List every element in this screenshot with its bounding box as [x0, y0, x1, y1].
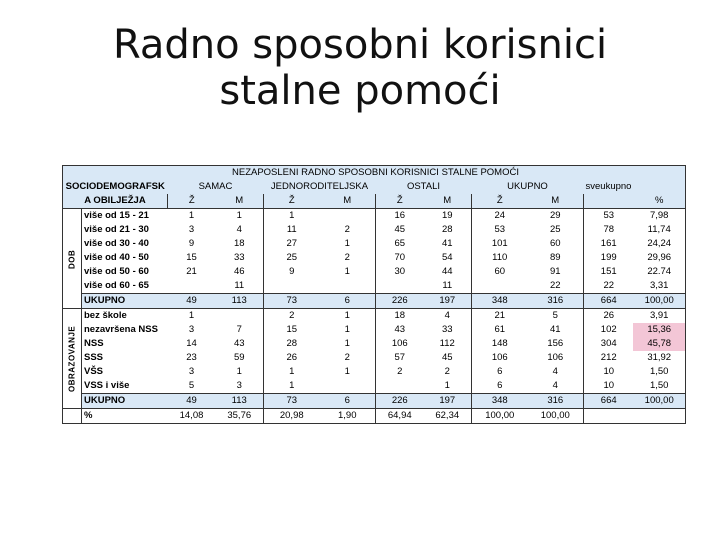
row-label: više od 15 - 21 — [82, 209, 168, 224]
table-cell: 23 — [168, 351, 216, 365]
table-row — [63, 265, 686, 279]
row-label: više od 60 - 65 — [82, 279, 168, 294]
section-label-obrazovanje: OBRAZOVANJE — [63, 309, 82, 409]
table-cell: 64,94 — [376, 409, 424, 424]
row-label: više od 50 - 60 — [82, 265, 168, 279]
table-cell: 11 — [216, 279, 264, 294]
sub-header: M — [528, 194, 584, 209]
table-row — [63, 251, 686, 265]
total-row — [63, 394, 686, 409]
row-label: VŠS — [82, 365, 168, 379]
table-cell: 16 — [376, 209, 424, 224]
table-cell: 10 — [584, 379, 634, 394]
table-cell: 348 — [472, 294, 528, 309]
table-cell: 4 — [528, 365, 584, 379]
table-cell: 73 — [264, 294, 320, 309]
header-row-1 — [63, 166, 686, 181]
table-cell: 60 — [528, 237, 584, 251]
table-cell: 113 — [216, 294, 264, 309]
table-cell: 28 — [424, 223, 472, 237]
table-cell: 106 — [472, 351, 528, 365]
table-cell: 110 — [472, 251, 528, 265]
slide-title: Radno sposobni korisnici stalne pomoći — [112, 22, 608, 114]
table-cell: 35,76 — [216, 409, 264, 424]
row-label: više od 40 - 50 — [82, 251, 168, 265]
group-header-1: SOCIODEMOGRAFSK — [63, 180, 168, 194]
table-cell: 2 — [376, 365, 424, 379]
table-cell — [376, 279, 424, 294]
table-cell: 100,00 — [472, 409, 528, 424]
table-cell: 43 — [376, 323, 424, 337]
table-cell: 70 — [376, 251, 424, 265]
table-cell: 53 — [472, 223, 528, 237]
table-cell: 43 — [216, 337, 264, 351]
table-cell: 199 — [584, 251, 634, 265]
table-cell: 19 — [424, 209, 472, 224]
table-row — [63, 309, 686, 324]
table-cell: 6 — [472, 379, 528, 394]
table-cell: 20,98 — [264, 409, 320, 424]
group-sveukupno: sveukupno — [585, 181, 632, 192]
table-cell: 1 — [320, 309, 376, 324]
table-row — [63, 323, 686, 337]
table-cell: 18 — [376, 309, 424, 324]
row-label: više od 21 - 30 — [82, 223, 168, 237]
table-cell — [264, 279, 320, 294]
table-cell: 161 — [584, 237, 634, 251]
table-row — [63, 223, 686, 237]
table-cell: 54 — [424, 251, 472, 265]
data-table — [62, 165, 686, 424]
table-cell: 29 — [528, 209, 584, 224]
table-cell: 100,00 — [633, 394, 685, 409]
row-label: bez škole — [82, 309, 168, 324]
table-cell: 53 — [584, 209, 634, 224]
table-cell: 15,36 — [633, 323, 685, 337]
table-cell: 2 — [320, 351, 376, 365]
table-row — [63, 279, 686, 294]
table-cell: 31,92 — [633, 351, 685, 365]
table-cell: 24,24 — [633, 237, 685, 251]
table-cell: 14,08 — [168, 409, 216, 424]
table-cell: 6 — [320, 294, 376, 309]
table-cell: 100,00 — [633, 294, 685, 309]
table-row — [63, 409, 686, 424]
table-cell: 1 — [264, 365, 320, 379]
table-cell: 62,34 — [424, 409, 472, 424]
table-cell — [376, 379, 424, 394]
row-label: % — [82, 409, 168, 424]
row-label: UKUPNO — [82, 294, 168, 309]
table-cell: 28 — [264, 337, 320, 351]
table-cell: 45 — [376, 223, 424, 237]
table-cell: 29,96 — [633, 251, 685, 265]
table-cell: 226 — [376, 394, 424, 409]
table-cell: 44 — [424, 265, 472, 279]
row-label: UKUPNO — [82, 394, 168, 409]
table-cell: 316 — [528, 394, 584, 409]
table-cell: 102 — [584, 323, 634, 337]
table-cell: 91 — [528, 265, 584, 279]
table-cell — [584, 409, 634, 424]
section-label-dob: DOB — [63, 209, 82, 309]
table-cell: 1,50 — [633, 379, 685, 394]
table-cell: 304 — [584, 337, 634, 351]
table-cell: 30 — [376, 265, 424, 279]
table-cell: 25 — [264, 251, 320, 265]
table-cell: 1 — [216, 365, 264, 379]
table-cell — [320, 209, 376, 224]
table-cell: 2 — [424, 365, 472, 379]
table-cell: 1 — [320, 237, 376, 251]
table-cell: 33 — [216, 251, 264, 265]
table-cell: 25 — [528, 223, 584, 237]
group-ukupno: UKUPNO — [472, 180, 584, 194]
table-cell: 3 — [216, 379, 264, 394]
group-header-2: A OBILJEŽJA — [63, 194, 168, 209]
table-cell: 1 — [168, 209, 216, 224]
group-samac: SAMAC — [168, 180, 264, 194]
table-cell: 15 — [264, 323, 320, 337]
table-cell: 45 — [424, 351, 472, 365]
table-cell: 21 — [472, 309, 528, 324]
table-cell: 24 — [472, 209, 528, 224]
table-cell: 106 — [528, 351, 584, 365]
table-cell: 7 — [216, 323, 264, 337]
table-cell: 3 — [168, 323, 216, 337]
table-cell: 89 — [528, 251, 584, 265]
table-cell: 22.74 — [633, 265, 685, 279]
table-cell: 22 — [584, 279, 634, 294]
table-cell: 1,90 — [320, 409, 376, 424]
table-cell: 22 — [528, 279, 584, 294]
table-cell: 49 — [168, 294, 216, 309]
table-cell: 4 — [216, 223, 264, 237]
table-cell — [472, 279, 528, 294]
table-cell: 78 — [584, 223, 634, 237]
table-cell: 26 — [584, 309, 634, 324]
table-row — [63, 365, 686, 379]
table-cell: 41 — [424, 237, 472, 251]
table-cell: 316 — [528, 294, 584, 309]
group-jednoroditeljska: JEDNORODITELJSKA — [264, 180, 376, 194]
table-cell: 348 — [472, 394, 528, 409]
table-cell: 4 — [424, 309, 472, 324]
table-cell: 1 — [216, 209, 264, 224]
table-cell: 49 — [168, 394, 216, 409]
table-cell: 5 — [528, 309, 584, 324]
table-cell: 664 — [584, 394, 634, 409]
table-cell: 21 — [168, 265, 216, 279]
table-cell: 11 — [424, 279, 472, 294]
table-cell: 1 — [168, 309, 216, 324]
table-cell: 18 — [216, 237, 264, 251]
sub-header: % — [633, 194, 685, 209]
sub-header: M — [216, 194, 264, 209]
table-cell: 3,91 — [633, 309, 685, 324]
table-cell: 45,78 — [633, 337, 685, 351]
table-row — [63, 237, 686, 251]
table-cell: 73 — [264, 394, 320, 409]
sub-header: Ž — [264, 194, 320, 209]
total-row — [63, 294, 686, 309]
table-cell: 10 — [584, 365, 634, 379]
table-cell: 2 — [264, 309, 320, 324]
table-row — [63, 209, 686, 224]
table-cell: 156 — [528, 337, 584, 351]
table-cell: 106 — [376, 337, 424, 351]
table-cell: 59 — [216, 351, 264, 365]
main-header: NEZAPOSLENI RADNO SPOSOBNI KORISNICI STALNE POMOĆI — [168, 166, 584, 181]
table-cell: 1 — [320, 323, 376, 337]
table-cell: 14 — [168, 337, 216, 351]
header-row-2 — [63, 180, 686, 194]
table-cell: 61 — [472, 323, 528, 337]
table-cell: 11,74 — [633, 223, 685, 237]
table-cell: 11 — [264, 223, 320, 237]
table-cell: 1 — [424, 379, 472, 394]
table-cell — [216, 309, 264, 324]
table-cell: 2 — [320, 251, 376, 265]
table-cell: 6 — [472, 365, 528, 379]
table-cell: 7,98 — [633, 209, 685, 224]
table-cell: 212 — [584, 351, 634, 365]
table-cell: 33 — [424, 323, 472, 337]
table-cell: 1 — [264, 379, 320, 394]
group-ostali: OSTALI — [376, 180, 472, 194]
table-cell: 197 — [424, 294, 472, 309]
table-cell: 664 — [584, 294, 634, 309]
table-row — [63, 351, 686, 365]
table-cell: 1 — [320, 365, 376, 379]
table-cell: 65 — [376, 237, 424, 251]
sub-header: M — [424, 194, 472, 209]
table-cell: 112 — [424, 337, 472, 351]
table-cell: 26 — [264, 351, 320, 365]
table-cell: 4 — [528, 379, 584, 394]
table-row — [63, 337, 686, 351]
table-cell: 226 — [376, 294, 424, 309]
table-cell: 46 — [216, 265, 264, 279]
row-label: VSS i više — [82, 379, 168, 394]
row-label: više od 30 - 40 — [82, 237, 168, 251]
table-cell: 57 — [376, 351, 424, 365]
table-cell: 5 — [168, 379, 216, 394]
table-cell: 148 — [472, 337, 528, 351]
table-cell: 113 — [216, 394, 264, 409]
table-cell — [320, 379, 376, 394]
table-cell: 100,00 — [528, 409, 584, 424]
row-label: SSS — [82, 351, 168, 365]
table-cell: 2 — [320, 223, 376, 237]
table-cell — [320, 279, 376, 294]
table-cell: 151 — [584, 265, 634, 279]
table-cell: 1 — [264, 209, 320, 224]
table-cell: 9 — [168, 237, 216, 251]
table-cell: 3 — [168, 223, 216, 237]
table-cell: 1 — [320, 265, 376, 279]
sub-header: Ž — [168, 194, 216, 209]
table-cell: 6 — [320, 394, 376, 409]
row-label: nezavršena NSS — [82, 323, 168, 337]
sub-header: Ž — [376, 194, 424, 209]
table-cell: 1 — [320, 337, 376, 351]
table-cell: 197 — [424, 394, 472, 409]
table-cell: 3,31 — [633, 279, 685, 294]
table-cell: 1,50 — [633, 365, 685, 379]
table-cell: 41 — [528, 323, 584, 337]
row-label: NSS — [82, 337, 168, 351]
table-cell: 27 — [264, 237, 320, 251]
table-cell: 9 — [264, 265, 320, 279]
table-row — [63, 379, 686, 394]
table-cell — [168, 279, 216, 294]
table-cell: 101 — [472, 237, 528, 251]
table-cell: 3 — [168, 365, 216, 379]
sub-header: M — [320, 194, 376, 209]
header-row-3 — [63, 194, 686, 209]
table-cell: 15 — [168, 251, 216, 265]
table-cell: 60 — [472, 265, 528, 279]
sub-header: Ž — [472, 194, 528, 209]
table-cell — [633, 409, 685, 424]
